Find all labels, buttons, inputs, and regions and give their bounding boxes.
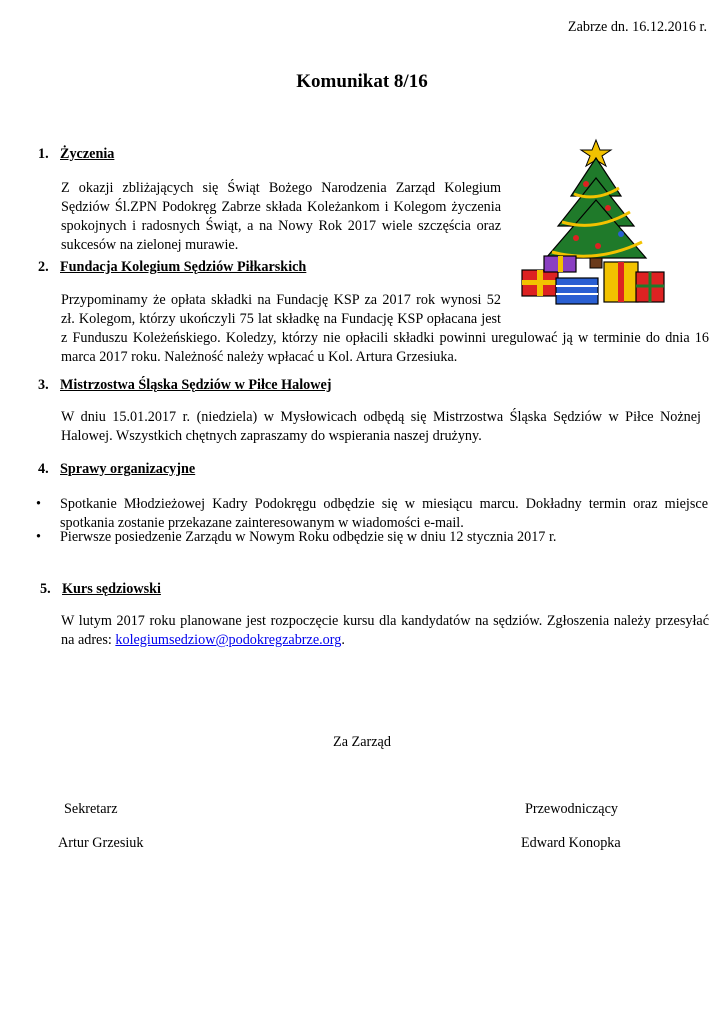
section-1-line: Z okazji zbliżających się Świąt Bożego Narodzenia Zarząd Kolegium [61, 180, 501, 196]
section-5-address-label: na adres: [61, 632, 116, 648]
bullet-icon: • [36, 529, 41, 545]
section-4-number: 4. [38, 461, 49, 477]
bullet-item [36, 528, 708, 547]
section-5-body [61, 612, 709, 650]
section-3-number: 3. [38, 377, 49, 393]
bullet-line: Spotkanie Młodzieżowej Kadry Podokręgu odbędzie się w miesiącu marcu. Dokładny termin oraz miejsce [60, 496, 708, 512]
section-1-number: 1. [38, 146, 49, 162]
section-3-body [61, 408, 701, 446]
section-2-heading [38, 258, 306, 277]
document-title: Komunikat 8/16 [296, 71, 428, 92]
document-date: Zabrze dn. 16.12.2016 r. [567, 19, 707, 35]
section-3-title: Mistrzostwa Śląska Sędziów w Piłce Halowej [60, 377, 332, 393]
section-5-period: . [341, 632, 345, 648]
section-5-line: W lutym 2017 roku planowane jest rozpoczęcie kursu dla kandydatów na sędziów. Zgłoszenia należy przesyłać [61, 613, 709, 629]
section-1-title: Życzenia [60, 146, 115, 162]
bullet-line: Pierwsze posiedzenie Zarządu w Nowym Roku odbędzie się w dniu 12 stycznia 2017 r. [60, 529, 557, 545]
section-1-line: Sędziów Śl.ZPN Podokręg Zabrze składa Koleżankom i Kolegom życzenia [61, 199, 501, 215]
section-4-title: Sprawy organizacyjne [60, 461, 196, 477]
section-2-number: 2. [38, 259, 49, 275]
section-2-title: Fundacja Kolegium Sędziów Piłkarskich [60, 259, 307, 275]
section-2-line: z Funduszu Koleżeńskiego. Koledzy, którzy nie opłacili składki powinni uregulować ją w terminie do dnia 16 [61, 330, 709, 346]
section-3-line: W dniu 15.01.2017 r. (niedziela) w Mysłowicach odbędą się Mistrzostwa Śląska Sędziów w Piłce Nożnej [61, 409, 701, 425]
section-1-line: spokojnych i radosnych Świąt, a na Nowy Rok 2017 wiele szczęścia oraz [61, 218, 501, 234]
za-zarzad-label: Za Zarząd [333, 734, 391, 750]
chairman-name: Edward Konopka [521, 835, 621, 851]
section-1-heading [38, 145, 114, 164]
section-1-body [61, 179, 501, 255]
section-2-body-top [61, 291, 501, 329]
section-2-line: zł. Kolegom, którzy ukończyli 75 lat składkę na Fundację KSP opłacana jest [61, 311, 501, 327]
christmas-tree-image [516, 138, 672, 308]
christmas-tree-icon [516, 138, 672, 308]
bullet-line: spotkania zostanie przekazane zainteresowanym w wiadomości e-mail. [60, 515, 464, 531]
secretary-name: Artur Grzesiuk [58, 835, 144, 851]
secretary-role: Sekretarz [64, 801, 118, 817]
section-5-title: Kurs sędziowski [62, 581, 161, 597]
section-3-line: Halowej. Wszystkich chętnych zapraszamy do wspierania naszej drużyny. [61, 428, 482, 444]
section-2-line: marca 2017 roku. Należność należy wpłacać u Kol. Artura Grzesiuka. [61, 349, 458, 365]
section-1-line: sukcesów na zielonej murawie. [61, 237, 239, 253]
section-4-heading [38, 460, 195, 479]
bullet-text [60, 528, 708, 547]
section-2-body-bottom [61, 329, 709, 367]
chairman-role: Przewodniczący [525, 801, 618, 817]
email-link[interactable]: kolegiumsedziow@podokregzabrze.org [115, 632, 342, 648]
section-3-heading [38, 376, 332, 395]
section-2-line: Przypominamy że opłata składki na Fundację KSP za 2017 rok wynosi 52 [61, 292, 501, 308]
bullet-icon: • [36, 496, 41, 512]
section-5-heading [40, 580, 161, 599]
section-5-number: 5. [40, 581, 51, 597]
section-5-last-line [61, 631, 709, 650]
